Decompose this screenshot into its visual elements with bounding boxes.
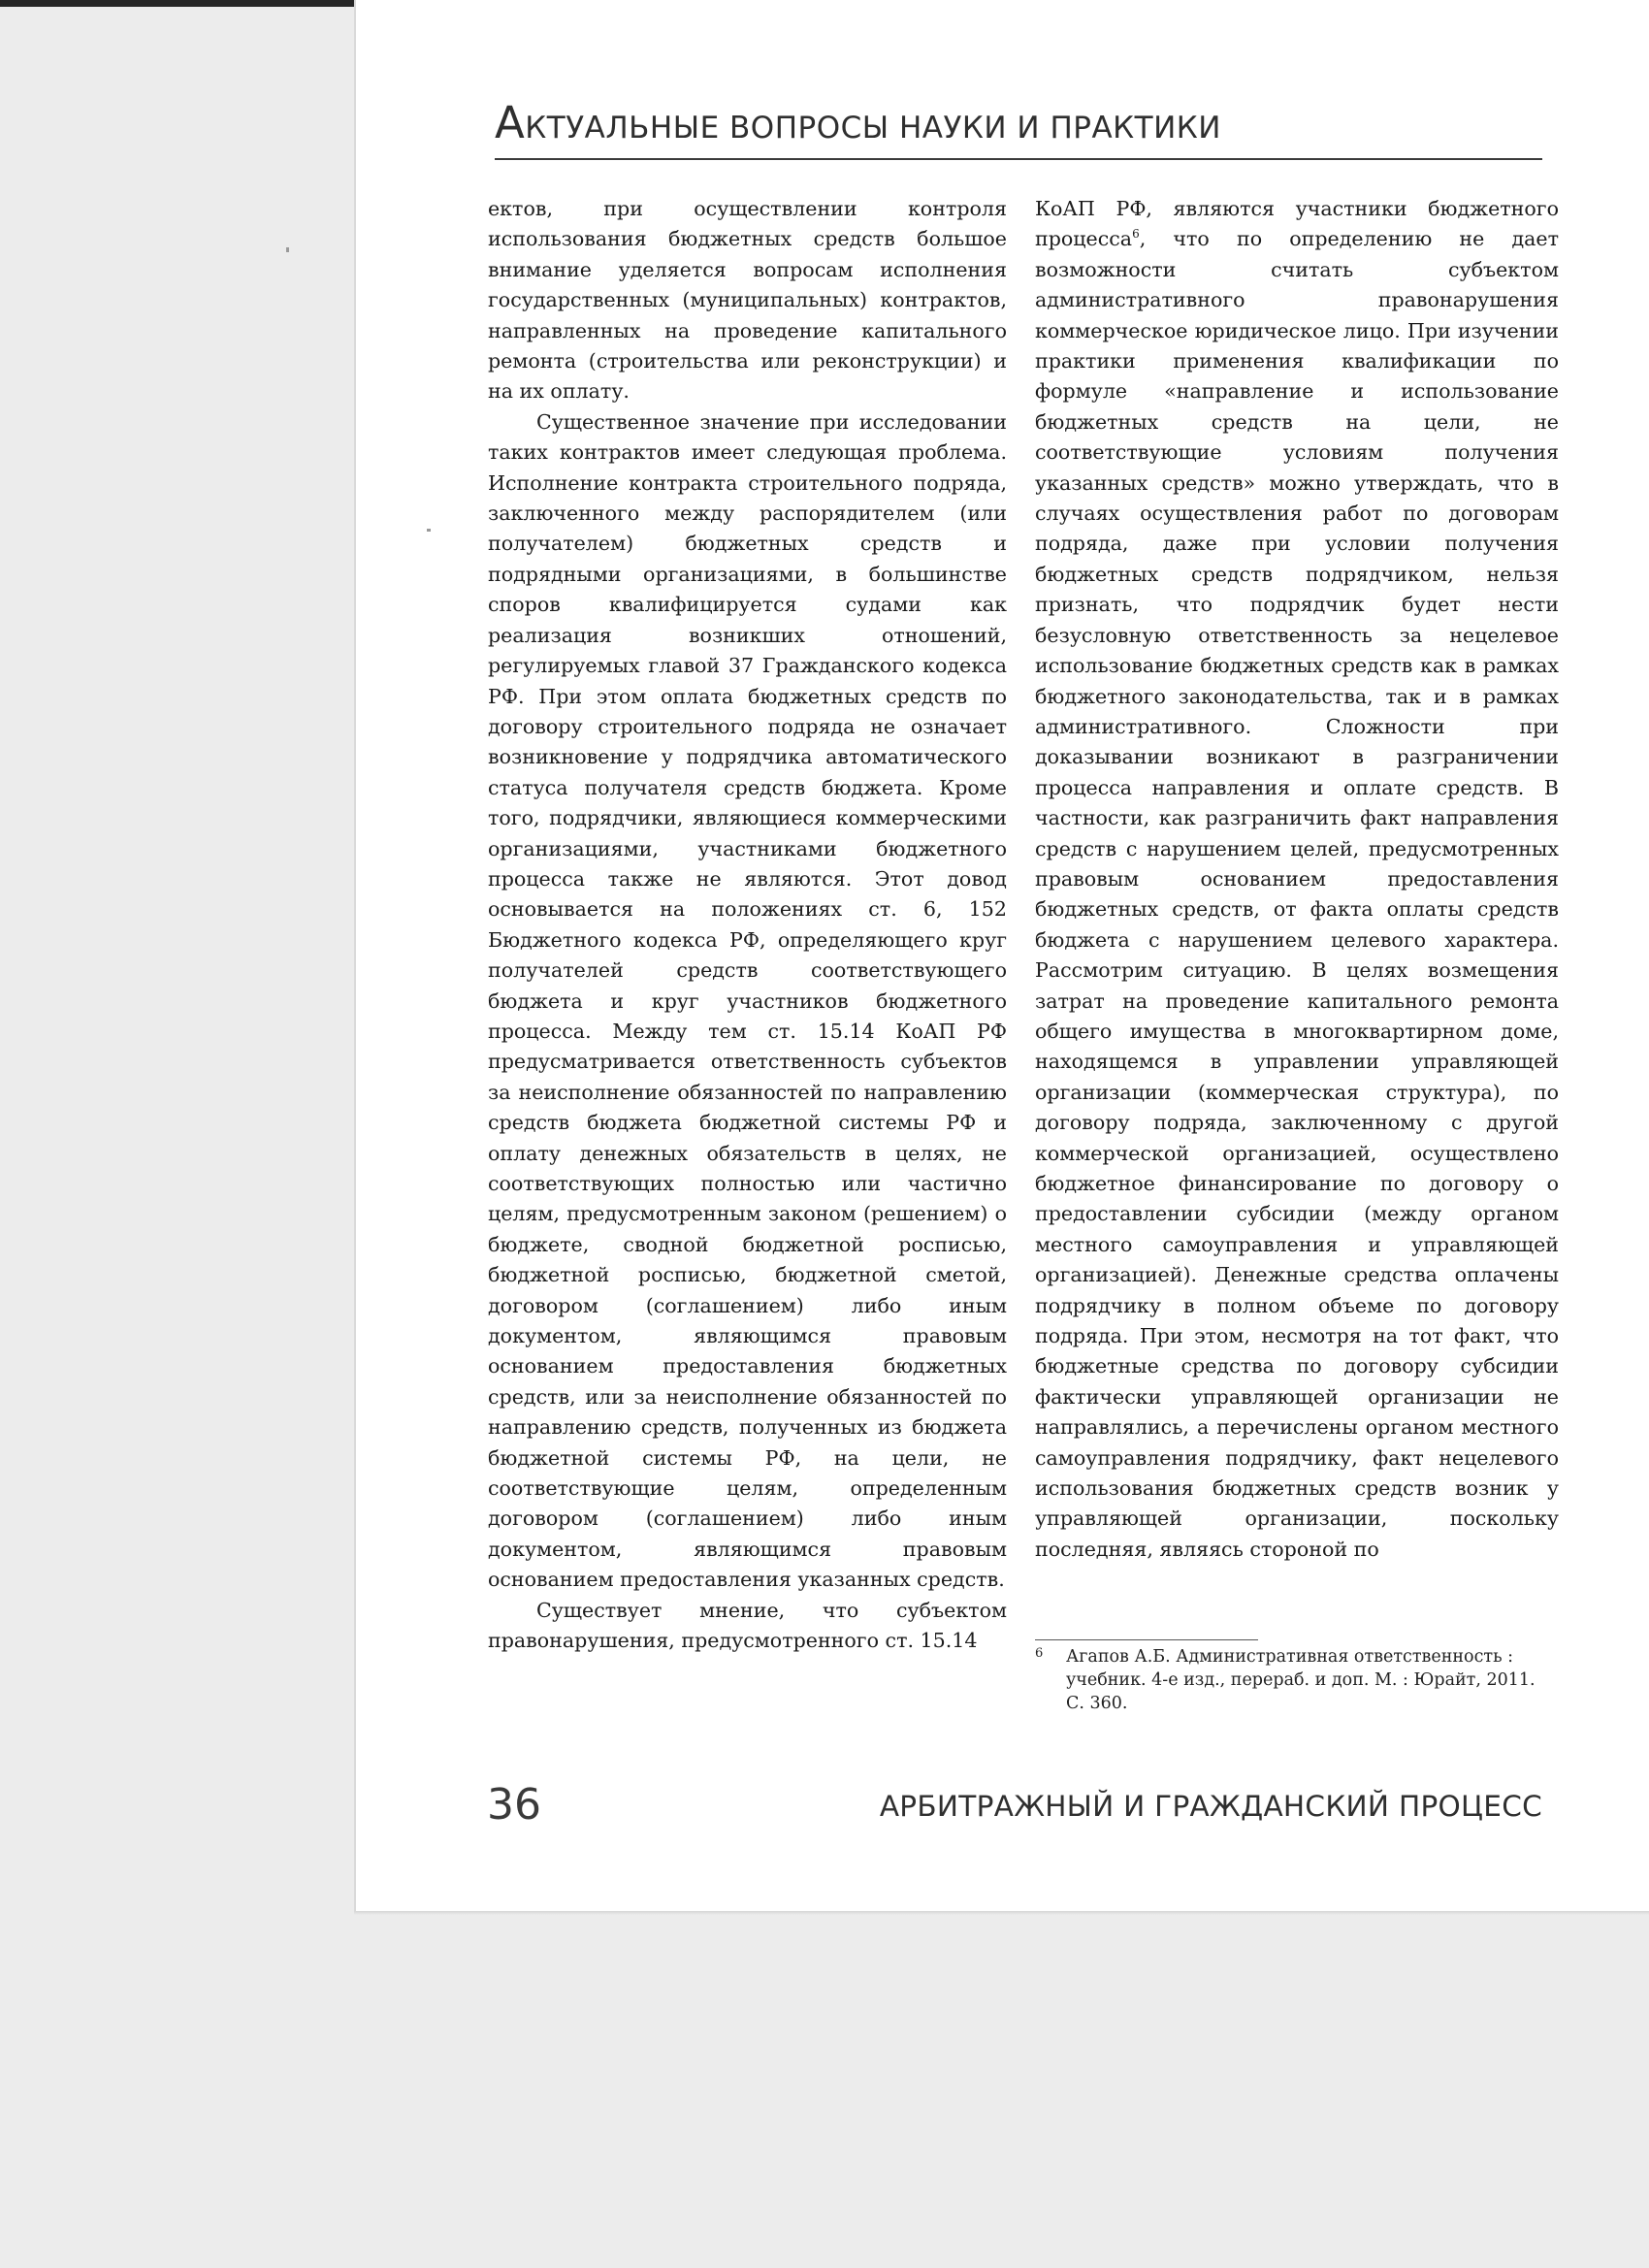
page-bottom-edge (354, 1911, 1649, 1915)
paragraph: Существенное значение при исследовании таких контрактов имеет следующая проблема. Исполнение контракта строительного подряда, заключенного между распорядителем (или получателем) бюджетных средств и подрядными организациями, в большинстве споров квалифицируется судами как реализация возникших отношений, регулируемых главой 37 Гражданского кодекса РФ. При этом оплата бюджетных средств по договору строительного подряда не означает возникновение у подрядчика автоматического статуса получателя средств бюджета. Кроме того, подрядчики, являющиеся коммерческими организациями, участниками бюджетного процесса также не являются. Этот довод основывается на положениях ст. 6, 152 Бюджетного кодекса РФ, определяющего круг получателей средств соответствующего бюджета и круг участников бюджетного процесса. Между тем ст. 15.14 КоАП РФ предусматривается ответственность субъектов за неисполнение обязанностей по направлению средств бюджета бюджетной системы РФ и оплату денежных обязательств в целях, не соответствующих полностью или частично целям, предусмотренным законом (решением) о бюджете, сводной бюджетной росписью, бюджетной росписью, бюджетной сметой, договором (соглашением) либо иным документом, являющимся правовым основанием предоставления бюджетных средств, или за неисполнение обязанностей по направлению средств, полученных из бюджета бюджетной системы РФ, на цели, не соответствующие целям, определенным договором (соглашением) либо иным документом, являющимся правовым основанием предоставления указанных средств. (488, 409, 1007, 1592)
footnote-reference[interactable]: 6 (1132, 227, 1140, 242)
scan-dark-edge (0, 0, 354, 7)
paragraph: ектов, при осуществлении контроля использования бюджетных средств большое внимание уделяется вопросам исполнения государственных (муниципальных) контрактов, направленных на проведение капитального ремонта (строительства или реконструкции) и на их оплату. (488, 197, 1007, 404)
paragraph: Существует мнение, что субъектом правонарушения, предусмотренного ст. 15.14 (488, 1598, 1007, 1653)
page-number: 36 (487, 1780, 541, 1830)
running-header (495, 97, 1542, 148)
scan-speck (286, 247, 289, 252)
journal-title: АРБИТРАЖНЫЙ И ГРАЖДАНСКИЙ ПРОЦЕСС (879, 1790, 1542, 1823)
header-rule (495, 158, 1542, 160)
footnote-rule (1035, 1639, 1258, 1640)
scan-speck (427, 529, 431, 532)
footnote-text: Агапов А.Б. Административная ответственность : учебник. 4-е изд., перераб. и доп. М. : Юрайт, 2011. С. 360. (1066, 1647, 1536, 1713)
left-column (488, 194, 1007, 1657)
right-column (1035, 194, 1559, 1565)
running-header-rest: КТУАЛЬНЫЕ ВОПРОСЫ НАУКИ И ПРАКТИКИ (525, 111, 1221, 146)
paragraph (1035, 194, 1559, 1565)
footnote (1035, 1645, 1559, 1715)
paragraph-text: , что по определению не дает возможности считать субъектом административного правонарушения коммерческое юридическое лицо. При изучении практики применения квалификации по формуле «направление и использование бюджетных средств на цели, не соответствующие условиям получения указанных средств» можно утверждать, что в случаях осуществления работ по договорам подряда, даже при условии получения бюджетных средств подрядчиком, нельзя признать, что подрядчик будет нести безусловную ответственность за нецелевое использование бюджетных средств как в рамках бюджетного законодательства, так и в рамках административного. Сложности при доказывании возникают в разграничении процесса направления и оплате средств. В частности, как разграничить факт направления средств с нарушением целей, предусмотренных правовым основанием предоставления бюджетных средств, от факта оплаты средств бюджета с нарушением целевого характера. Рассмотрим ситуацию. В целях возмещения затрат на проведение капитального ремонта общего имущества в многоквартирном доме, находящемся в управлении управляющей организации (коммерческая структура), по договору подряда, заключенному с другой коммерческой организацией, осуществлено бюджетное финансирование по договору о предоставлении субсидии (между органом местного самоуправления и управляющей организацией). Денежные средства оплачены подрядчику в полном объеме по договору подряда. При этом, несмотря на тот факт, что бюджетные средства по договору субсидии фактически управляющей организации не направлялись, а перечислены органом местного самоуправления подрядчику, факт нецелевого использования бюджетных средств возник у управляющей организации, поскольку последняя, являясь стороной по (1035, 227, 1559, 1561)
running-header-initial: А (495, 97, 526, 148)
footnote-number: 6 (1035, 1646, 1044, 1661)
paragraph-text: КоАП РФ, являются участники бюджетного процесса (1035, 197, 1559, 251)
